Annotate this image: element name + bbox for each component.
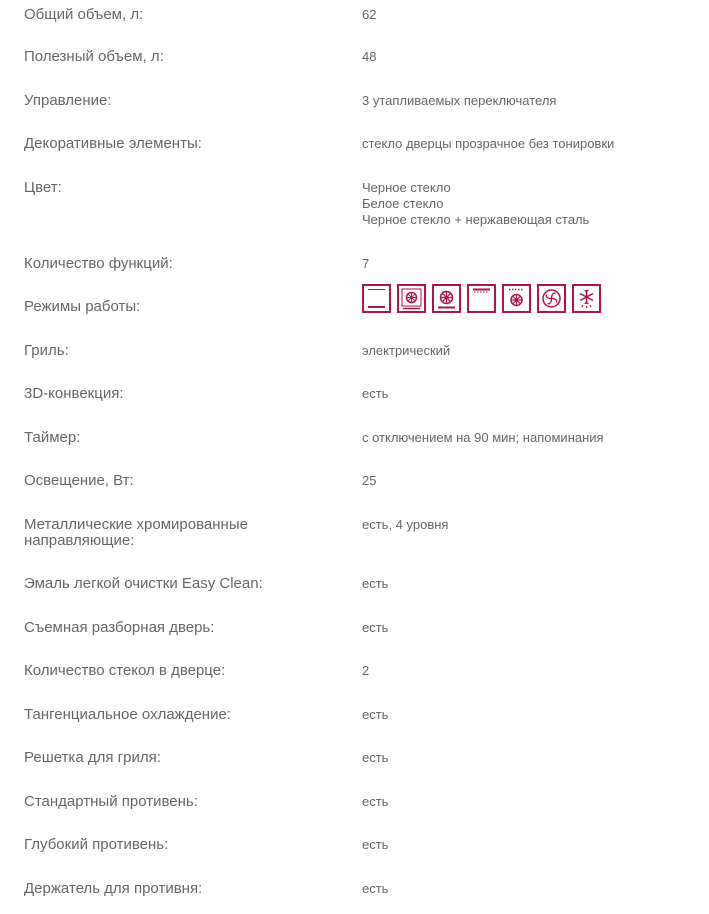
fan-grill-bottom-icon xyxy=(432,284,461,313)
color-option: Черное стекло xyxy=(362,180,451,195)
spec-value: есть xyxy=(362,794,389,809)
spec-value: есть xyxy=(362,620,389,635)
spec-label: Освещение, Вт: xyxy=(24,472,134,489)
spec-value: есть xyxy=(362,750,389,765)
spec-label: Таймер: xyxy=(24,429,81,446)
spec-label-line: Металлические хромированные xyxy=(24,516,248,533)
spec-value: 3 утапливаемых переключателя xyxy=(362,93,557,108)
spec-value: 7 xyxy=(362,256,370,271)
spec-label: Режимы работы: xyxy=(24,298,141,315)
spec-label: Гриль: xyxy=(24,342,69,359)
spec-value: есть, 4 уровня xyxy=(362,517,449,532)
mode-icons xyxy=(362,284,601,313)
spec-label: Глубокий противень: xyxy=(24,836,169,853)
fan-ring-icon xyxy=(537,284,566,313)
spec-label: Цвет: xyxy=(24,179,62,196)
spec-value: есть xyxy=(362,576,389,591)
spec-value: есть xyxy=(362,386,389,401)
spec-label: Держатель для противня: xyxy=(24,880,203,897)
spec-label: Стандартный противень: xyxy=(24,793,198,810)
spec-label: Общий объем, л: xyxy=(24,6,144,23)
color-option: Черное стекло + нержавеющая сталь xyxy=(362,212,590,227)
spec-label: Управление: xyxy=(24,92,112,109)
color-option: Белое стекло xyxy=(362,196,444,211)
bottom-heat-icon xyxy=(362,284,391,313)
spec-label xyxy=(24,517,324,549)
spec-label-line: направляющие: xyxy=(24,532,135,549)
spec-value: есть xyxy=(362,707,389,722)
spec-value: 62 xyxy=(362,7,377,22)
spec-value: электрический xyxy=(362,343,451,358)
spec-label: Декоративные элементы: xyxy=(24,135,202,152)
fan-bottom-heat-icon xyxy=(397,284,426,313)
top-grill-icon xyxy=(467,284,496,313)
spec-value: 25 xyxy=(362,473,377,488)
spec-label: Решетка для гриля: xyxy=(24,749,161,766)
fan-top-grill-icon xyxy=(502,284,531,313)
spec-value xyxy=(362,180,702,228)
defrost-icon xyxy=(572,284,601,313)
spec-value: стекло дверцы прозрачное без тонировки xyxy=(362,136,615,151)
spec-label: Количество функций: xyxy=(24,255,173,272)
spec-label: Количество стекол в дверце: xyxy=(24,662,226,679)
spec-label: Тангенциальное охлаждение: xyxy=(24,706,231,723)
spec-label: Эмаль легкой очистки Easy Clean: xyxy=(24,575,263,592)
spec-label: Полезный объем, л: xyxy=(24,48,164,65)
spec-value: 2 xyxy=(362,663,370,678)
spec-value: есть xyxy=(362,837,389,852)
spec-value: 48 xyxy=(362,49,377,64)
spec-value: есть xyxy=(362,881,389,896)
spec-value: с отключением на 90 мин; напоминания xyxy=(362,430,604,445)
spec-label: 3D-конвекция: xyxy=(24,385,124,402)
spec-label: Съемная разборная дверь: xyxy=(24,619,215,636)
